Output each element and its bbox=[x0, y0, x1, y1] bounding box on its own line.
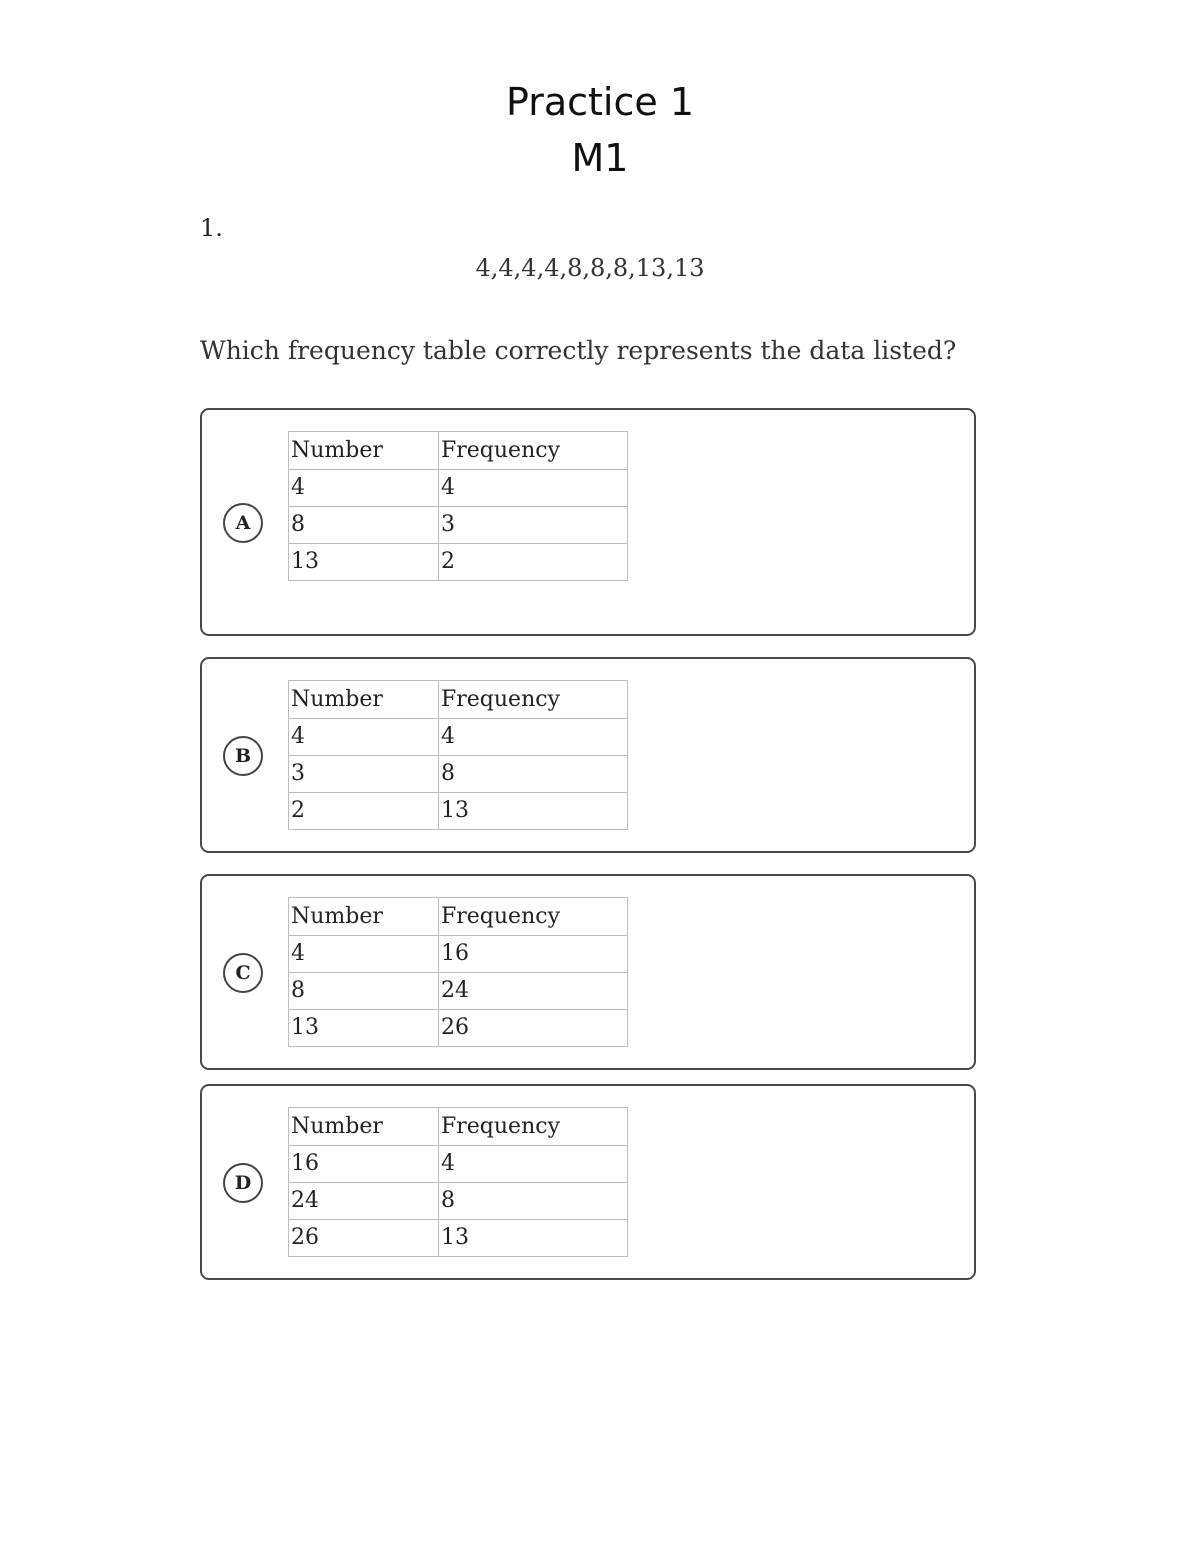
frequency-table-c bbox=[288, 897, 628, 1047]
cell-number: 24 bbox=[289, 1183, 439, 1220]
table-header-row bbox=[289, 1108, 628, 1146]
table-row bbox=[289, 1220, 628, 1257]
table-header-row bbox=[289, 432, 628, 470]
header-number: Number bbox=[289, 432, 439, 470]
table-row bbox=[289, 936, 628, 973]
cell-number: 13 bbox=[289, 1010, 439, 1047]
cell-number: 8 bbox=[289, 973, 439, 1010]
answer-choice-d[interactable] bbox=[200, 1084, 976, 1280]
table-header-row bbox=[289, 681, 628, 719]
cell-frequency: 13 bbox=[439, 793, 628, 830]
cell-number: 4 bbox=[289, 470, 439, 507]
cell-frequency: 4 bbox=[439, 1146, 628, 1183]
cell-frequency: 8 bbox=[439, 1183, 628, 1220]
table-row bbox=[289, 719, 628, 756]
table-row bbox=[289, 544, 628, 581]
table-row bbox=[289, 756, 628, 793]
header-frequency: Frequency bbox=[439, 898, 628, 936]
data-list: 4,4,4,4,8,8,8,13,13 bbox=[475, 254, 705, 282]
question-prompt: Which frequency table correctly represents the data listed? bbox=[200, 336, 957, 365]
cell-number: 3 bbox=[289, 756, 439, 793]
header-frequency: Frequency bbox=[439, 432, 628, 470]
header-number: Number bbox=[289, 898, 439, 936]
cell-number: 8 bbox=[289, 507, 439, 544]
table-row bbox=[289, 1010, 628, 1047]
answer-choice-c[interactable] bbox=[200, 874, 976, 1070]
cell-frequency: 16 bbox=[439, 936, 628, 973]
choice-letter-b[interactable]: B bbox=[223, 736, 263, 776]
cell-frequency: 13 bbox=[439, 1220, 628, 1257]
cell-frequency: 3 bbox=[439, 507, 628, 544]
cell-number: 13 bbox=[289, 544, 439, 581]
cell-frequency: 4 bbox=[439, 719, 628, 756]
choice-letter-a[interactable]: A bbox=[223, 503, 263, 543]
page-subtitle: M1 bbox=[571, 136, 629, 180]
header-number: Number bbox=[289, 681, 439, 719]
question-number: 1. bbox=[200, 214, 223, 242]
header-frequency: Frequency bbox=[439, 681, 628, 719]
table-row bbox=[289, 1146, 628, 1183]
table-row bbox=[289, 793, 628, 830]
frequency-table-d bbox=[288, 1107, 628, 1257]
answer-choice-b[interactable] bbox=[200, 657, 976, 853]
cell-number: 26 bbox=[289, 1220, 439, 1257]
cell-frequency: 26 bbox=[439, 1010, 628, 1047]
answer-choice-a[interactable] bbox=[200, 408, 976, 636]
table-row bbox=[289, 470, 628, 507]
table-row bbox=[289, 507, 628, 544]
choice-letter-c[interactable]: C bbox=[223, 953, 263, 993]
cell-frequency: 4 bbox=[439, 470, 628, 507]
cell-frequency: 2 bbox=[439, 544, 628, 581]
choice-letter-d[interactable]: D bbox=[223, 1163, 263, 1203]
header-number: Number bbox=[289, 1108, 439, 1146]
frequency-table-a bbox=[288, 431, 628, 581]
table-row bbox=[289, 1183, 628, 1220]
table-header-row bbox=[289, 898, 628, 936]
cell-frequency: 8 bbox=[439, 756, 628, 793]
header-frequency: Frequency bbox=[439, 1108, 628, 1146]
page-title: Practice 1 bbox=[505, 80, 695, 124]
cell-number: 4 bbox=[289, 936, 439, 973]
frequency-table-b bbox=[288, 680, 628, 830]
cell-number: 16 bbox=[289, 1146, 439, 1183]
cell-number: 4 bbox=[289, 719, 439, 756]
table-row bbox=[289, 973, 628, 1010]
cell-frequency: 24 bbox=[439, 973, 628, 1010]
cell-number: 2 bbox=[289, 793, 439, 830]
